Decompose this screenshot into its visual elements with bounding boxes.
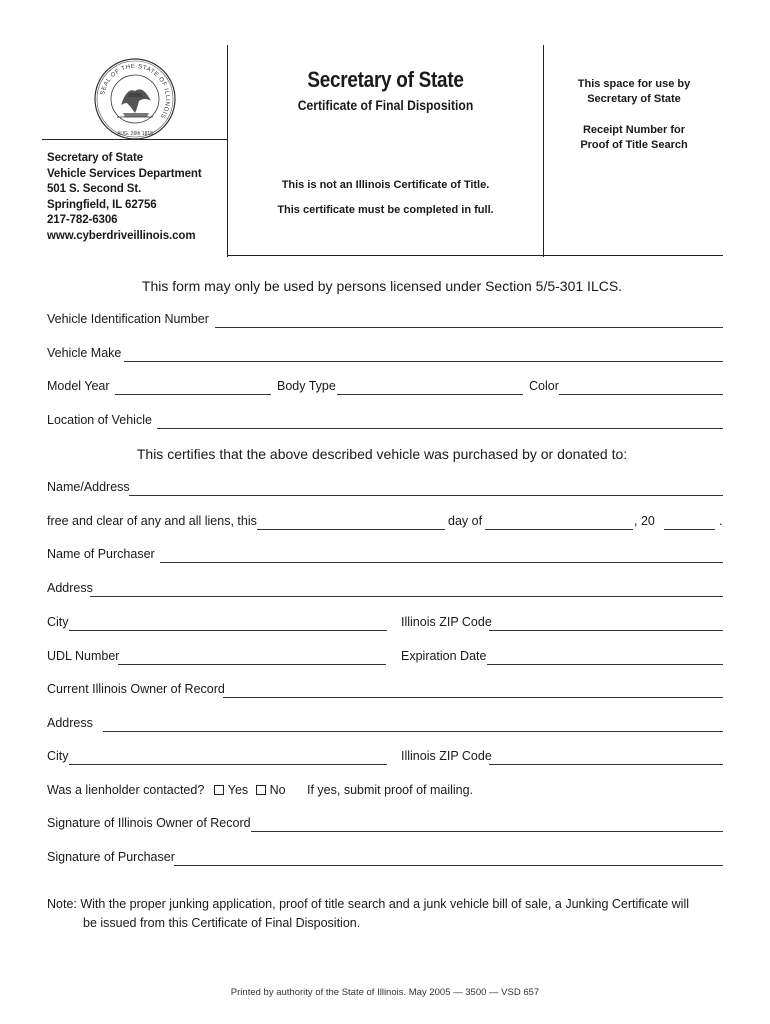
notice-not-title: This is not an Illinois Certificate of Title.: [281, 179, 490, 191]
junking-note: [47, 895, 727, 933]
zip-label: Illinois ZIP Code: [401, 615, 492, 629]
purchaser-row: [47, 547, 723, 567]
address-label: Address: [47, 581, 93, 595]
lienholder-yes-checkbox[interactable]: [214, 785, 224, 795]
owner-field[interactable]: [223, 697, 723, 698]
month-field[interactable]: [485, 529, 633, 530]
model-year-field[interactable]: [115, 394, 271, 395]
dept-line: Secretary of State: [47, 152, 143, 164]
owner-signature-label: Signature of Illinois Owner of Record: [47, 816, 251, 830]
note-line: be issued from this Certificate of Final Disposition.: [83, 916, 361, 930]
model-row: [47, 379, 723, 399]
owner-zip-field[interactable]: [489, 764, 723, 765]
color-label: Color: [529, 379, 559, 393]
address-row: [47, 581, 723, 601]
name-address-label: Name/Address: [47, 480, 130, 494]
free-clear-label: free and clear of any and all liens, this: [47, 514, 257, 528]
purchaser-signature-row: [47, 850, 723, 870]
day-field[interactable]: [257, 529, 445, 530]
owner-label: Current Illinois Owner of Record: [47, 682, 225, 696]
dept-website[interactable]: www.cyberdriveillinois.com: [47, 229, 196, 242]
owner-signature-row: [47, 816, 723, 836]
free-clear-row: [47, 514, 723, 534]
department-address: [47, 151, 202, 245]
vin-label: Vehicle Identification Number: [47, 312, 209, 326]
name-address-field[interactable]: [129, 495, 723, 496]
location-label: Location of Vehicle: [47, 413, 152, 427]
usage-note: This form may only be used by persons licensed under Section 5/5-301 ILCS.: [141, 278, 623, 294]
page-title: Secretary of State: [307, 67, 464, 92]
year-field[interactable]: [664, 529, 715, 530]
year-prefix-label: , 20: [634, 514, 655, 528]
owner-address-field[interactable]: [103, 731, 723, 732]
dept-line: Springfield, IL 62756: [47, 198, 157, 211]
location-row: [47, 413, 723, 433]
receipt-number-note: [544, 123, 724, 153]
notice-complete: This certificate must be completed in full.: [277, 204, 494, 216]
day-of-label: day of: [448, 514, 483, 528]
dept-line: 501 S. Second St.: [47, 183, 142, 196]
receipt-line: Proof of Title Search: [580, 139, 688, 151]
office-use-line: Secretary of State: [587, 93, 681, 105]
receipt-line: Receipt Number for: [582, 124, 686, 136]
vin-field[interactable]: [215, 327, 723, 328]
print-footer: Printed by authority of the State of Illinois. May 2005 — 3500 — VSD 657: [230, 987, 540, 998]
purchaser-field[interactable]: [160, 562, 723, 563]
lienholder-no-checkbox[interactable]: [256, 785, 266, 795]
owner-address-row: [47, 716, 723, 736]
zip-field[interactable]: [489, 630, 723, 631]
header-divider-left: [227, 45, 228, 257]
page-subtitle: Certificate of Final Disposition: [297, 98, 474, 113]
lienholder-question: [47, 783, 286, 797]
owner-zip-label: Illinois ZIP Code: [401, 749, 492, 763]
dept-line: 217-782-6306: [47, 214, 118, 227]
body-type-field[interactable]: [337, 394, 523, 395]
body-type-label: Body Type: [277, 379, 336, 393]
period-mark: .: [719, 514, 723, 528]
no-label: No: [269, 783, 286, 797]
address-field[interactable]: [90, 596, 723, 597]
purchaser-signature-field[interactable]: [174, 865, 723, 866]
owner-address-label: Address: [47, 716, 93, 730]
owner-signature-field[interactable]: [251, 831, 723, 832]
seal-date: AUG. 26th 1818: [117, 131, 153, 137]
make-row: [47, 346, 723, 366]
state-seal-icon: [93, 57, 177, 141]
lienholder-note: If yes, submit proof of mailing.: [307, 783, 474, 797]
owner-city-label: City: [47, 749, 69, 763]
owner-city-zip-row: [47, 749, 723, 769]
note-line: Note: With the proper junking application, proof of title search and a junk vehicle bill of sale, a Junking Certificate will: [47, 897, 690, 911]
udl-row: [47, 649, 723, 669]
yes-label: Yes: [227, 783, 249, 797]
certify-note: This certifies that the above described vehicle was purchased by or donated to:: [136, 446, 628, 462]
owner-row: [47, 682, 723, 702]
color-field[interactable]: [559, 394, 723, 395]
city-zip-row: [47, 615, 723, 635]
udl-label: UDL Number: [47, 649, 120, 663]
lienholder-label: Was a lienholder contacted?: [47, 783, 205, 797]
name-address-row: [47, 480, 723, 500]
vin-row: [47, 312, 723, 332]
expiration-label: Expiration Date: [401, 649, 487, 663]
city-field[interactable]: [69, 630, 387, 631]
location-field[interactable]: [157, 428, 723, 429]
lienholder-row: [47, 783, 723, 803]
expiration-field[interactable]: [487, 664, 723, 665]
model-year-label: Model Year: [47, 379, 110, 393]
make-field[interactable]: [124, 361, 723, 362]
udl-field[interactable]: [118, 664, 386, 665]
office-use-line: This space for use by: [577, 78, 691, 90]
purchaser-label: Name of Purchaser: [47, 547, 155, 561]
dept-line: Vehicle Services Department: [47, 167, 202, 180]
purchaser-signature-label: Signature of Purchaser: [47, 850, 175, 864]
make-label: Vehicle Make: [47, 346, 122, 360]
office-use-note: [544, 77, 724, 107]
header-divider-bottom: [227, 255, 723, 256]
city-label: City: [47, 615, 69, 629]
seal-text: SEAL OF THE STATE OF ILLINOIS: [100, 63, 171, 120]
owner-city-field[interactable]: [69, 764, 387, 765]
